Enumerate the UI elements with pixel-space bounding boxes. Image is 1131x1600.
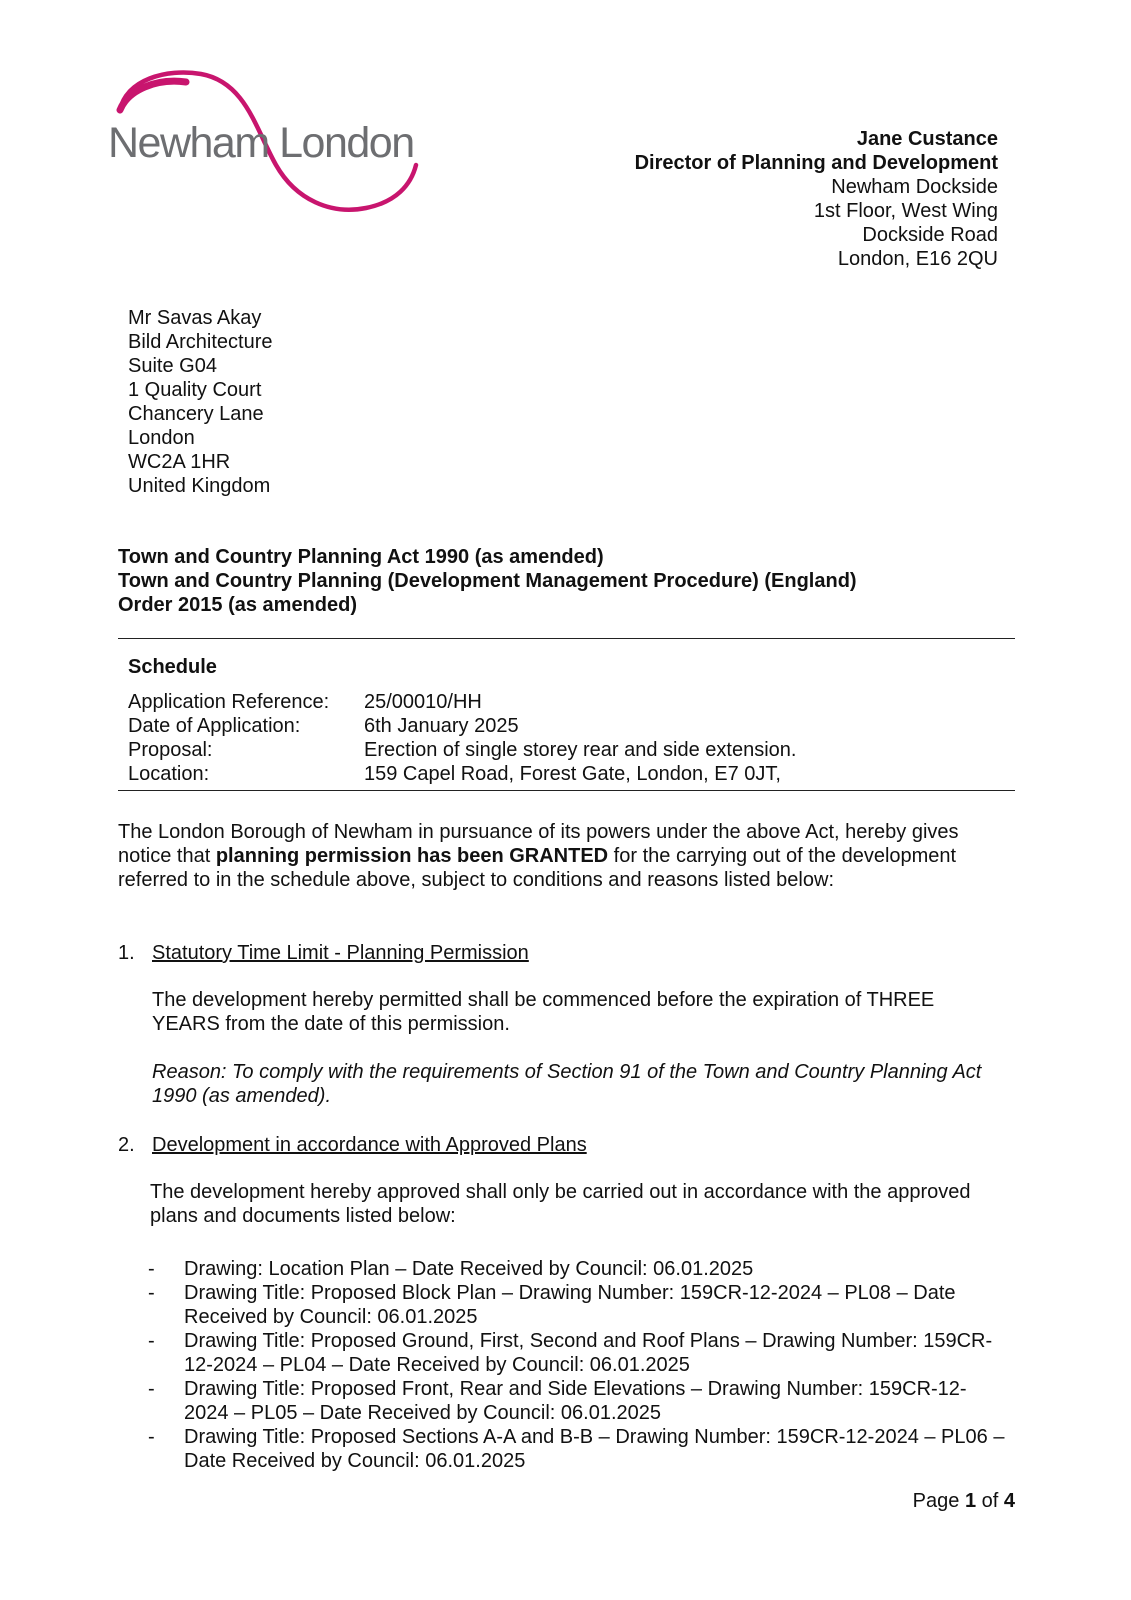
schedule-row [128, 690, 796, 714]
list-dash: - [148, 1258, 155, 1280]
schedule-bottom-rule [118, 790, 1015, 791]
schedule-value: Erection of single storey rear and side extension. [364, 739, 797, 761]
sender-address-line: Dockside Road [862, 224, 998, 246]
recipient-line: WC2A 1HR [128, 451, 231, 473]
schedule-label: Application Reference: [128, 691, 330, 713]
schedule-label: Date of Application: [128, 715, 301, 737]
plan-item [148, 1329, 1008, 1377]
recipient-line: Suite G04 [128, 355, 217, 377]
recipient-line: Bild Architecture [128, 331, 273, 353]
condition-title: Development in accordance with Approved Plans [152, 1134, 587, 1156]
page-number [913, 1489, 1015, 1513]
plan-item [148, 1257, 1008, 1281]
sender-address-line: Newham Dockside [831, 176, 998, 198]
schedule-top-rule [118, 638, 1015, 639]
schedule-value: 159 Capel Road, Forest Gate, London, E7 0JT, [364, 763, 781, 785]
intro-text: for the carrying out of the development referred to in the schedule above, subject to conditions and reasons listed below: [118, 845, 957, 891]
schedule-value: 25/00010/HH [364, 691, 482, 713]
schedule-label: Location: [128, 763, 210, 785]
schedule-row [128, 714, 796, 738]
condition-number: 2. [118, 1134, 135, 1156]
act-line: Town and Country Planning Act 1990 (as amended) [118, 546, 604, 568]
recipient-line: United Kingdom [128, 475, 271, 497]
plan-text: Drawing: Location Plan – Date Received by Council: 06.01.2025 [184, 1258, 754, 1280]
schedule-title: Schedule [128, 656, 217, 678]
act-line: Town and Country Planning (Development Management Procedure) (England) [118, 570, 857, 592]
page-label: Page [912, 1490, 960, 1512]
condition-title: Statutory Time Limit - Planning Permission [152, 942, 529, 964]
page-current: 1 [964, 1490, 977, 1512]
plan-item [148, 1425, 1008, 1473]
recipient-address-block [128, 306, 273, 498]
recipient-line: Chancery Lane [128, 403, 264, 425]
recipient-line: Mr Savas Akay [128, 307, 262, 329]
plan-text: Drawing Title: Proposed Block Plan – Drawing Number: 159CR-12-2024 – PL08 – Date Received by Council: 06.01.2025 [184, 1282, 956, 1328]
sender-address-line: 1st Floor, West Wing [813, 200, 998, 222]
legislation-heading [118, 545, 857, 617]
condition-number: 1. [118, 942, 135, 964]
sender-address-line: London, E16 2QU [837, 248, 998, 270]
recipient-line: London [128, 427, 195, 449]
plan-text: Drawing Title: Proposed Front, Rear and Side Elevations – Drawing Number: 159CR-12-2024 – PL05 – Date Received by Council: 06.01.2025 [184, 1378, 967, 1424]
sender-name: Jane Custance [856, 128, 998, 150]
condition-body: The development hereby permitted shall be commenced before the expiration of THREE YEARS from the date of this permission. [152, 989, 935, 1035]
schedule-label: Proposal: [128, 739, 213, 761]
plan-item [148, 1281, 1008, 1329]
schedule-row [128, 738, 796, 762]
sender-address-block [635, 127, 998, 271]
act-line: Order 2015 (as amended) [118, 594, 357, 616]
list-dash: - [148, 1282, 155, 1304]
schedule-value: 6th January 2025 [364, 715, 519, 737]
condition-body: The development hereby approved shall only be carried out in accordance with the approved plans and documents listed below: [150, 1181, 971, 1227]
intro-granted-text: planning permission has been GRANTED [215, 845, 609, 867]
logo-swoosh-lower [120, 81, 186, 110]
logo-wordmark: Newham London [108, 119, 414, 167]
schedule-row [128, 762, 796, 786]
list-dash: - [148, 1378, 155, 1400]
plan-text: Drawing Title: Proposed Sections A-A and B-B – Drawing Number: 159CR-12-2024 – PL06 – Date Received by Council: 06.01.2025 [184, 1426, 1005, 1472]
approved-plans-list [148, 1257, 1008, 1473]
list-dash: - [148, 1330, 155, 1352]
page-of: of [981, 1490, 999, 1512]
schedule-table [128, 690, 796, 786]
intro-paragraph [118, 820, 968, 892]
page-total: 4 [1003, 1490, 1015, 1512]
sender-title: Director of Planning and Development [634, 152, 998, 174]
recipient-line: 1 Quality Court [128, 379, 262, 401]
plan-text: Drawing Title: Proposed Ground, First, Second and Roof Plans – Drawing Number: 159CR-12-2024 – PL04 – Date Received by Council: 06.01.2025 [184, 1330, 993, 1376]
list-dash: - [148, 1426, 155, 1448]
condition-reason: Reason: To comply with the requirements of Section 91 of the Town and Country Planning Act 1990 (as amended). [152, 1061, 982, 1107]
plan-item [148, 1377, 1008, 1425]
intro-text: The London Borough of Newham in pursuance of its powers under the above Act, hereby gives notice that [118, 821, 959, 867]
